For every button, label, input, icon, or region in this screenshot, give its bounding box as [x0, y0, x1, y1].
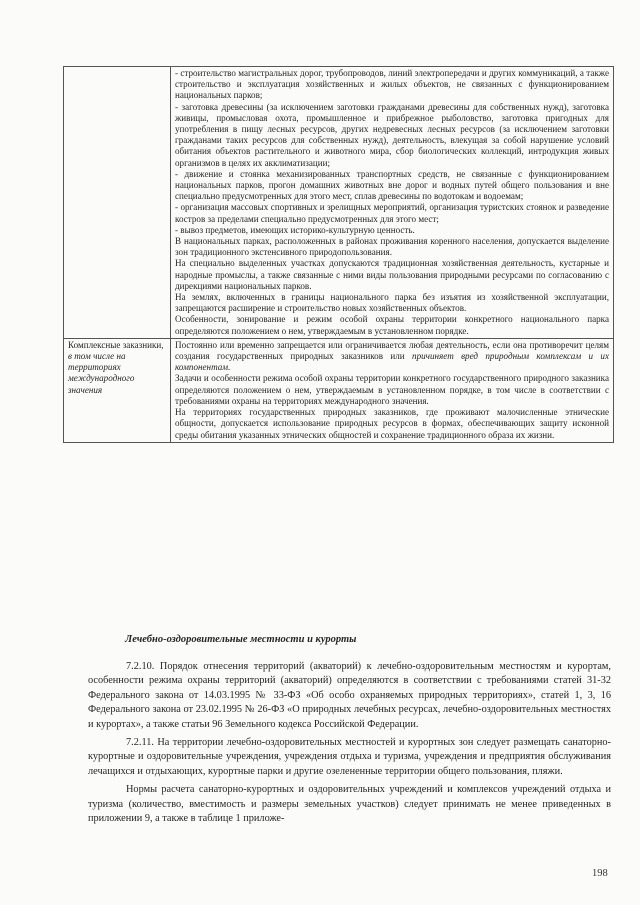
table-paragraph: Задачи и особенности режима особой охраны территории конкретного государственного природного заказника определяются положением о нем, утверждаемым в установленном порядке, в том числе в соответствии с требованиями охраны на территориях международного значения. — [175, 373, 609, 406]
category-label: Комплексные заказники, — [68, 339, 164, 350]
paragraph-text: Постоянно или временно запрещается или ограничивается любая деятельность, если она противоречит целям создания государственных природных заказников или — [175, 339, 609, 362]
table-paragraph — [175, 340, 609, 374]
paragraph-italic-text: причиняет вред природным комплексам и их компонентам. — [175, 351, 609, 373]
table-row — [64, 67, 614, 339]
table-cell-restrictions — [171, 67, 614, 339]
list-item: - вывоз предметов, имеющих историко-культурную ценность. — [175, 224, 415, 235]
table-row — [64, 338, 614, 442]
table-cell-restrictions — [171, 338, 614, 442]
list-item: - движение и стоянка механизированных транспортных средств, не связанные с функционированием национальных парков, прогон домашних животных вне дорог и водных путей общего пользования и вне специально предусмотренных для этого мест, сплав древесины по водотокам и водоемам; — [175, 168, 609, 202]
list-item: - строительство магистральных дорог, трубопроводов, линий электропередачи и других коммуникаций, а также строительство и эксплуатация хозяйственных и жилых объектов, не связанных с функционированием национальных парков; — [175, 68, 609, 101]
table-paragraph: На землях, включенных в границы национального парка без изъятия из хозяйственной эксплуатации, запрещаются расширение и строительство новых хозяйственных объектов. — [175, 292, 609, 314]
list-item: - заготовка древесины (за исключением заготовки гражданами древесины для собственных нужд), заготовка живицы, промысловая охота, промышленное и прибрежное рыболовство, заготовка пригодных для употребления в пищу лесных ресурсов, других недревесных лесных ресурсов (за исключением заготовки гражданами таких ресурсов для собственных нужд), деятельность, влекущая за собой нарушение условий обитания объектов растительного и животного мира, сбор биологических коллекций, интродукция живых организмов в целях их акклиматизации; — [175, 101, 609, 168]
body-text — [88, 660, 611, 830]
list-item: - организация массовых спортивных и зрелищных мероприятий, организация туристских стоянок и разведение костров за пределами специально предусмотренных для этого мест; — [175, 202, 609, 224]
category-sublabel: в том числе на территориях международного значения — [68, 351, 135, 395]
section-title: Лечебно-оздоровительные местности и курорты — [125, 634, 357, 645]
regulations-table — [63, 66, 614, 443]
table-paragraph: На специально выделенных участках допускаются традиционная хозяйственная деятельность, кустарные и народные промыслы, а также связанные с ними виды пользования природными ресурсами по согласованию с дирекциями национальных парков. — [175, 258, 609, 291]
table-paragraph: На территориях государственных природных заказников, где проживают малочисленные этнические общности, допускается использование природных ресурсов в формах, обеспечивающих защиту исконной среды обитания указанных этнических общностей и сохранение традиционного образа их жизни. — [175, 407, 609, 440]
table-cell-category-empty — [64, 67, 171, 339]
page-number: 198 — [592, 868, 608, 879]
paragraph: 7.2.10. Порядок отнесения территорий (акваторий) к лечебно-оздоровительным местностям и курортам, особенности режима охраны территорий (акваторий) определяются в соответствии с требованиями статей 31-32 Федерального закона от 14.03.1995 № 33-ФЗ «Об особо охраняемых природных территориях», статей 1, 3, 16 Федерального закона от 23.02.1995 № 26-ФЗ «О природных лечебных ресурсах, лечебно-оздоровительных местностях и курортах», а также статьи 96 Земельного кодекса Российской Федерации. — [88, 661, 611, 730]
table-paragraph: Особенности, зонирование и режим особой охраны территории конкретного национального парка определяются положением о нем, утверждаемым в установленном порядке. — [175, 314, 609, 336]
table-paragraph: В национальных парках, расположенных в районах проживания коренного населения, допускается выделение зон традиционного экстенсивного природопользования. — [175, 236, 609, 258]
paragraph: Нормы расчета санаторно-курортных и оздоровительных учреждений и комплексов учреждений отдыха и туризма (количество, вместимость и размеры земельных участков) следует принимать не менее приведенных в приложении 9, а также в таблице 1 приложе- — [88, 784, 611, 825]
paragraph: 7.2.11. На территории лечебно-оздоровительных местностей и курортных зон следует размещать санаторно-курортные и оздоровительные учреждения, учреждения отдыха и туризма, учреждения и предприятия обслуживания лечащихся и отдыхающих, курортные парки и другие озелененные территории общего пользования, пляжи. — [88, 737, 611, 777]
table-cell-category — [64, 338, 171, 442]
